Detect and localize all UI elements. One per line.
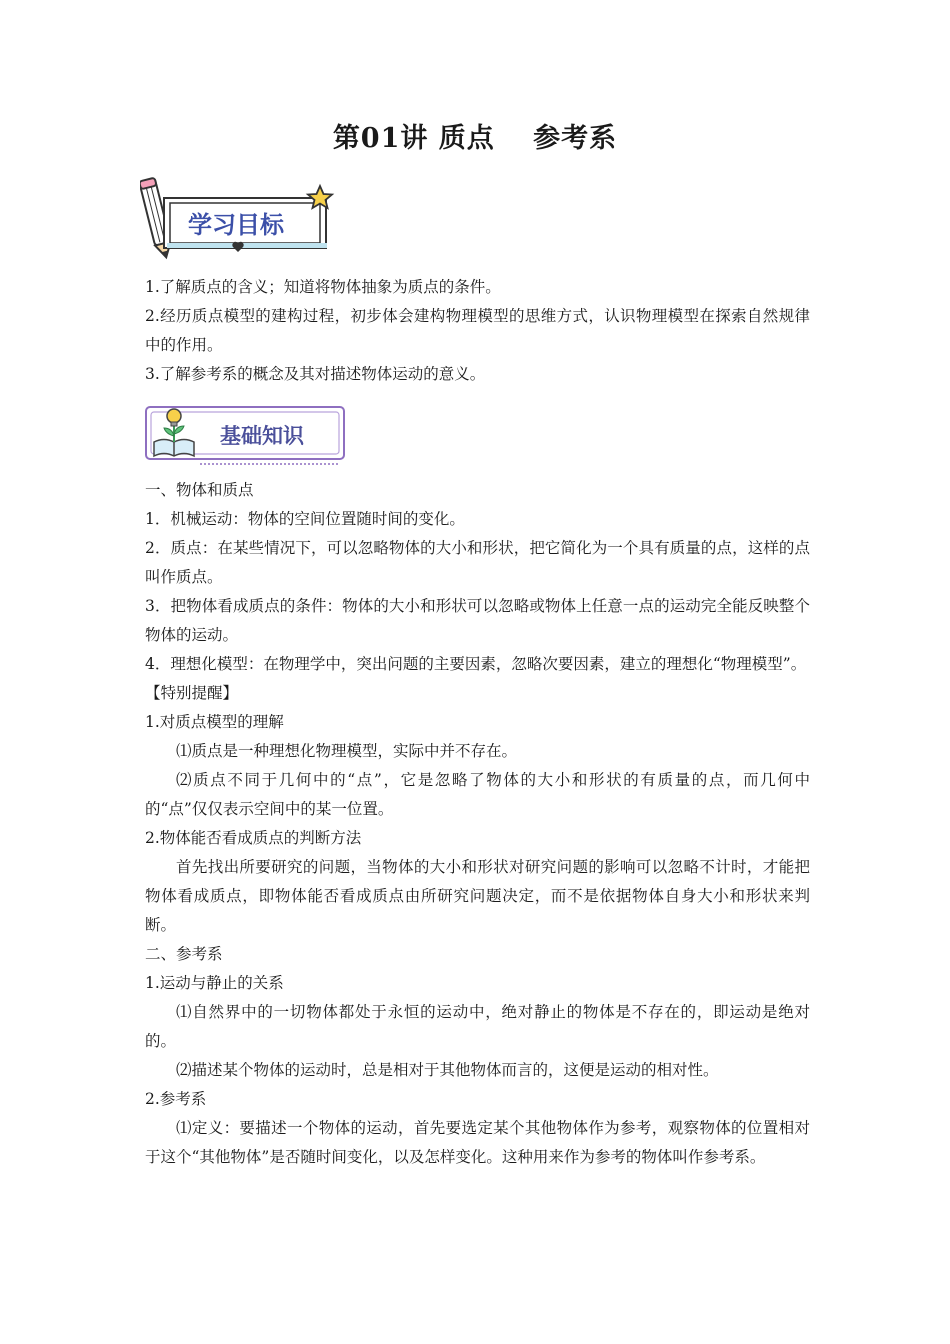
objectives-section xyxy=(145,273,810,389)
paragraph: ⑴质点是一种理想化物理模型，实际中并不存在。 xyxy=(176,742,518,760)
paragraph: ⑵质点不同于几何中的“点”，它是忽略了物体的大小和形状的有质量的点，而几何中的“点”仅仅表示空间中的某一位置。 xyxy=(145,771,810,818)
pencil-star-badge-icon xyxy=(140,176,340,262)
section-heading: 二、参考系 xyxy=(145,945,223,963)
objective-item: 3.了解参考系的概念及其对描述物体运动的意义。 xyxy=(145,365,486,383)
paragraph: ⑵描述某个物体的运动时，总是相对于其他物体而言的，这便是运动的相对性。 xyxy=(176,1061,719,1079)
subheading: 2.参考系 xyxy=(145,1090,207,1108)
subheading: 1.运动与静止的关系 xyxy=(145,974,284,992)
paragraph: 4．理想化模型：在物理学中，突出问题的主要因素，忽略次要因素，建立的理想化“物理模型”。 xyxy=(145,655,807,673)
book-lightbulb-badge-icon xyxy=(140,402,350,470)
subheading: 2.物体能否看成质点的判断方法 xyxy=(145,829,362,847)
paragraph: 2．质点：在某些情况下，可以忽略物体的大小和形状，把它简化为一个具有质量的点，这样的点叫作质点。 xyxy=(145,539,810,586)
paragraph: 首先找出所要研究的问题，当物体的大小和形状对研究问题的影响可以忽略不计时，才能把物体看成质点，即物体能否看成质点由所研究问题决定，而不是依据物体自身大小和形状来判断。 xyxy=(145,858,810,934)
paragraph: ⑴自然界中的一切物体都处于永恒的运动中，绝对静止的物体是不存在的，即运动是绝对的。 xyxy=(145,1003,810,1050)
basics-badge xyxy=(140,402,350,474)
page-title: 第01讲 质点 参考系 xyxy=(332,123,618,154)
paragraph: ⑴定义：要描述一个物体的运动，首先要选定某个其他物体作为参考，观察物体的位置相对于这个“其他物体”是否随时间变化，以及怎样变化。这种用来作为参考的物体叫作参考系。 xyxy=(145,1119,810,1166)
objective-item: 1.了解质点的含义；知道将物体抽象为质点的条件。 xyxy=(145,278,501,296)
special-reminder-heading: 【特别提醒】 xyxy=(145,684,239,702)
objectives-badge-label: 学习目标 xyxy=(188,211,284,239)
subheading: 1.对质点模型的理解 xyxy=(145,713,284,731)
paragraph: 3．把物体看成质点的条件：物体的大小和形状可以忽略或物体上任意一点的运动完全能反映整个物体的运动。 xyxy=(145,597,810,644)
basics-badge-label: 基础知识 xyxy=(220,424,304,448)
section-heading: 一、物体和质点 xyxy=(145,481,254,499)
objectives-badge xyxy=(140,176,340,266)
objective-item: 2.经历质点模型的建构过程，初步体会建构物理模型的思维方式，认识物理模型在探索自然规律中的作用。 xyxy=(145,307,810,354)
paragraph: 1．机械运动：物体的空间位置随时间的变化。 xyxy=(145,510,465,528)
basics-content xyxy=(145,476,810,1172)
